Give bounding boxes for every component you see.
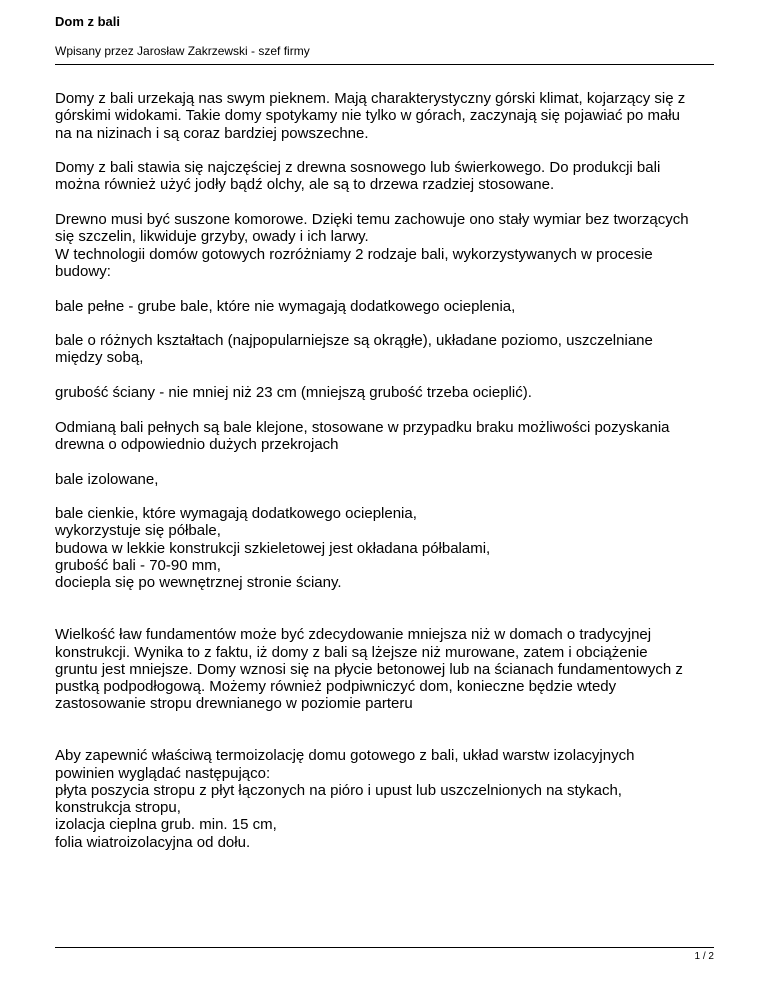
page-number: 1 / 2 xyxy=(694,951,714,962)
paragraph-glued-logs xyxy=(55,419,715,454)
text-line: budowa w lekkie konstrukcji szkieletowej jest okładana półbalami, xyxy=(55,539,491,557)
article-body xyxy=(55,90,715,868)
text-line: Domy z bali urzekają nas swym pieknem. Mają charakterystyczny górski klimat, kojarzący się z xyxy=(55,90,686,107)
text-line: górskimi widokami. Takie domy spotykamy nie tylko w górach, zaczynają się pojawiać po mału xyxy=(55,107,680,125)
paragraph-full-logs xyxy=(55,298,715,315)
text-line: Domy z bali stawia się najczęściej z drewna sosnowego lub świerkowego. Do produkcji bali xyxy=(55,159,661,177)
text-line: dociepla się po wewnętrznej stronie ściany. xyxy=(55,574,342,592)
text-line: między sobą, xyxy=(55,349,144,367)
text-line: pustką podpodłogową. Możemy również podpiwniczyć dom, konieczne będzie wtedy xyxy=(55,678,617,696)
text-line: wykorzystuje się półbale, xyxy=(55,522,221,540)
paragraph-drying xyxy=(55,211,715,280)
text-line: Aby zapewnić właściwą termoizolację domu gotowego z bali, układ warstw izolacyjnych xyxy=(55,747,635,765)
text-line: bale izolowane, xyxy=(55,470,159,488)
paragraph-thin-logs xyxy=(55,505,715,591)
paragraph-log-shapes xyxy=(55,332,715,367)
text-line: konstrukcji. Wynika to z faktu, iż domy z bali są lżejsze niż murowane, zatem i obciążenie xyxy=(55,643,648,661)
text-line: drewna o odpowiednio dużych przekrojach xyxy=(55,435,339,453)
paragraph-intro xyxy=(55,90,715,142)
paragraph-foundations xyxy=(55,626,715,712)
text-line: można również użyć jodły bądź olchy, ale są to drzewa rzadziej stosowane. xyxy=(55,176,555,194)
text-line: bale cienkie, które wymagają dodatkowego ocieplenia, xyxy=(55,505,417,523)
text-line: Odmianą bali pełnych są bale klejone, stosowane w przypadku braku możliwości pozyskania xyxy=(55,418,670,436)
text-line: grubość bali - 70-90 mm, xyxy=(55,557,221,575)
text-line: zastosowanie stropu drewnianego w poziomie parteru xyxy=(55,695,413,713)
footer-divider xyxy=(55,947,714,948)
header-divider xyxy=(55,64,714,65)
text-line: budowy: xyxy=(55,262,111,280)
paragraph-wood-types xyxy=(55,159,715,194)
paragraph-insulation xyxy=(55,747,715,851)
text-line: się szczelin, likwiduje grzyby, owady i ich larwy. xyxy=(55,228,369,246)
text-line: izolacja cieplna grub. min. 15 cm, xyxy=(55,816,277,834)
text-line: gruntu jest mniejsze. Domy wznosi się na płycie betonowej lub na ścianach fundamentowych z xyxy=(55,660,683,678)
paragraph-wall-thickness xyxy=(55,384,715,401)
text-line: powinien wyglądać następująco: xyxy=(55,764,271,782)
page-subtitle: Wpisany przez Jarosław Zakrzewski - szef firmy xyxy=(55,44,310,58)
text-line: na na nizinach i są coraz bardziej powszechne. xyxy=(55,124,369,142)
paragraph-insulated-logs xyxy=(55,471,715,488)
text-line: W technologii domów gotowych rozróżniamy 2 rodzaje bali, wykorzystywanych w procesie xyxy=(55,245,653,263)
text-line: płyta poszycia stropu z płyt łączonych na pióro i upust lub uszczelnionych na stykach, xyxy=(55,781,622,799)
text-line: folia wiatroizolacyjna od dołu. xyxy=(55,833,251,851)
text-line: Drewno musi być suszone komorowe. Dzięki temu zachowuje ono stały wymiar bez tworzących xyxy=(55,211,689,229)
text-line: grubość ściany - nie mniej niż 23 cm (mniejszą grubość trzeba ocieplić). xyxy=(55,384,532,402)
text-line: bale o różnych kształtach (najpopularniejsze są okrągłe), układane poziomo, uszczelniane xyxy=(55,332,653,350)
text-line: konstrukcja stropu, xyxy=(55,799,181,817)
page-title: Dom z bali xyxy=(55,14,121,29)
text-line: Wielkość ław fundamentów może być zdecydowanie mniejsza niż w domach o tradycyjnej xyxy=(55,626,652,644)
text-line: bale pełne - grube bale, które nie wymagają dodatkowego ocieplenia, xyxy=(55,297,516,315)
